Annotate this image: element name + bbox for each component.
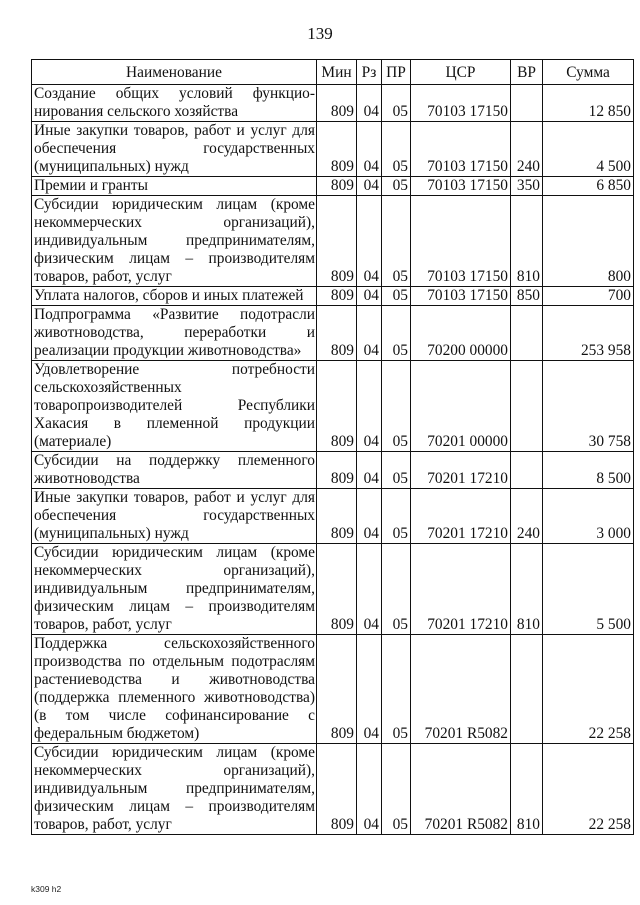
cell-vr [511,452,543,489]
cell-csr: 70201 17210 [411,489,511,544]
header-row [32,60,634,85]
table-body [32,85,634,835]
cell-sum: 700 [543,287,634,306]
cell-csr: 70201 17210 [411,544,511,635]
cell-pr: 05 [382,306,411,361]
cell-sum: 30 758 [543,361,634,452]
budget-table [31,59,634,835]
cell-pr: 05 [382,489,411,544]
cell-csr: 70201 17210 [411,452,511,489]
cell-sum: 8 500 [543,452,634,489]
cell-rz: 04 [357,489,382,544]
cell-name: Удовлетворение потребности сельскохозяйственных товаропроизводителей Республики Хакасия в племенной продукции (материале) [32,361,317,452]
cell-name: Премии и гранты [32,177,317,196]
table-row [32,452,634,489]
cell-min: 809 [317,85,357,122]
cell-min: 809 [317,544,357,635]
cell-sum: 6 850 [543,177,634,196]
cell-min: 809 [317,196,357,287]
cell-pr: 05 [382,452,411,489]
footer-code: k309 h2 [31,884,62,894]
cell-vr: 810 [511,544,543,635]
cell-pr: 05 [382,85,411,122]
table-row [32,122,634,177]
cell-sum: 22 258 [543,635,634,744]
cell-name: Уплата налогов, сборов и иных платежей [32,287,317,306]
cell-vr: 350 [511,177,543,196]
cell-name: Субсидии на поддержку племенного животноводства [32,452,317,489]
cell-pr: 05 [382,361,411,452]
cell-rz: 04 [357,306,382,361]
cell-min: 809 [317,744,357,835]
cell-name: Создание общих условий функцио-нирования сельского хозяйства [32,85,317,122]
cell-csr: 70103 17150 [411,122,511,177]
cell-name: Иные закупки товаров, работ и услуг для обеспечения государственных (муниципальных) нужд [32,122,317,177]
cell-rz: 04 [357,744,382,835]
table-row [32,177,634,196]
cell-pr: 05 [382,635,411,744]
cell-rz: 04 [357,196,382,287]
cell-csr: 70201 00000 [411,361,511,452]
cell-pr: 05 [382,177,411,196]
table-row [32,306,634,361]
cell-min: 809 [317,489,357,544]
cell-rz: 04 [357,452,382,489]
page-number: 139 [307,24,333,43]
cell-vr [511,361,543,452]
cell-csr: 70200 00000 [411,306,511,361]
cell-sum: 3 000 [543,489,634,544]
cell-name: Подпрограмма «Развитие подотрасли животноводства, переработки и реализации продукции животноводства» [32,306,317,361]
table-row [32,85,634,122]
header-vr: ВР [511,60,543,85]
cell-min: 809 [317,361,357,452]
cell-min: 809 [317,452,357,489]
cell-name: Субсидии юридическим лицам (кроме некоммерческих организаций), индивидуальным предпринимателям, физическим лицам – производителям товаров, работ, услуг [32,196,317,287]
cell-min: 809 [317,122,357,177]
cell-name: Субсидии юридическим лицам (кроме некоммерческих организаций), индивидуальным предпринимателям, физическим лицам – производителям товаров, работ, услуг [32,744,317,835]
cell-vr: 810 [511,196,543,287]
cell-rz: 04 [357,361,382,452]
header-rz: Рз [357,60,382,85]
header-sum: Сумма [543,60,634,85]
table-row [32,744,634,835]
cell-rz: 04 [357,122,382,177]
cell-csr: 70103 17150 [411,85,511,122]
cell-csr: 70103 17150 [411,287,511,306]
table-row [32,196,634,287]
cell-vr [511,306,543,361]
cell-csr: 70201 R5082 [411,635,511,744]
cell-vr [511,635,543,744]
cell-vr [511,85,543,122]
table-row [32,361,634,452]
cell-vr: 240 [511,122,543,177]
cell-vr: 240 [511,489,543,544]
table-row [32,489,634,544]
table-row [32,544,634,635]
cell-sum: 12 850 [543,85,634,122]
cell-csr: 70103 17150 [411,177,511,196]
cell-rz: 04 [357,544,382,635]
cell-pr: 05 [382,287,411,306]
cell-min: 809 [317,177,357,196]
cell-sum: 22 258 [543,744,634,835]
cell-sum: 800 [543,196,634,287]
cell-rz: 04 [357,85,382,122]
cell-name: Иные закупки товаров, работ и услуг для обеспечения государственных (муниципальных) нужд [32,489,317,544]
cell-vr: 850 [511,287,543,306]
cell-sum: 5 500 [543,544,634,635]
cell-name: Поддержка сельскохозяйственного производства по отдельным подотраслям растениеводства и животноводства (поддержка племенного животноводства) (в том числе софинансирование с федеральным бюджетом) [32,635,317,744]
cell-min: 809 [317,306,357,361]
header-csr: ЦСР [411,60,511,85]
cell-pr: 05 [382,196,411,287]
cell-rz: 04 [357,635,382,744]
header-min: Мин [317,60,357,85]
header-pr: ПР [382,60,411,85]
cell-min: 809 [317,287,357,306]
table-row [32,635,634,744]
cell-vr: 810 [511,744,543,835]
cell-sum: 4 500 [543,122,634,177]
cell-min: 809 [317,635,357,744]
cell-rz: 04 [357,177,382,196]
cell-sum: 253 958 [543,306,634,361]
table-row [32,287,634,306]
cell-rz: 04 [357,287,382,306]
cell-pr: 05 [382,122,411,177]
cell-pr: 05 [382,744,411,835]
header-name: Наименование [32,60,317,85]
cell-name: Субсидии юридическим лицам (кроме некоммерческих организаций), индивидуальным предпринимателям, физическим лицам – производителям товаров, работ, услуг [32,544,317,635]
cell-csr: 70103 17150 [411,196,511,287]
cell-csr: 70201 R5082 [411,744,511,835]
cell-pr: 05 [382,544,411,635]
